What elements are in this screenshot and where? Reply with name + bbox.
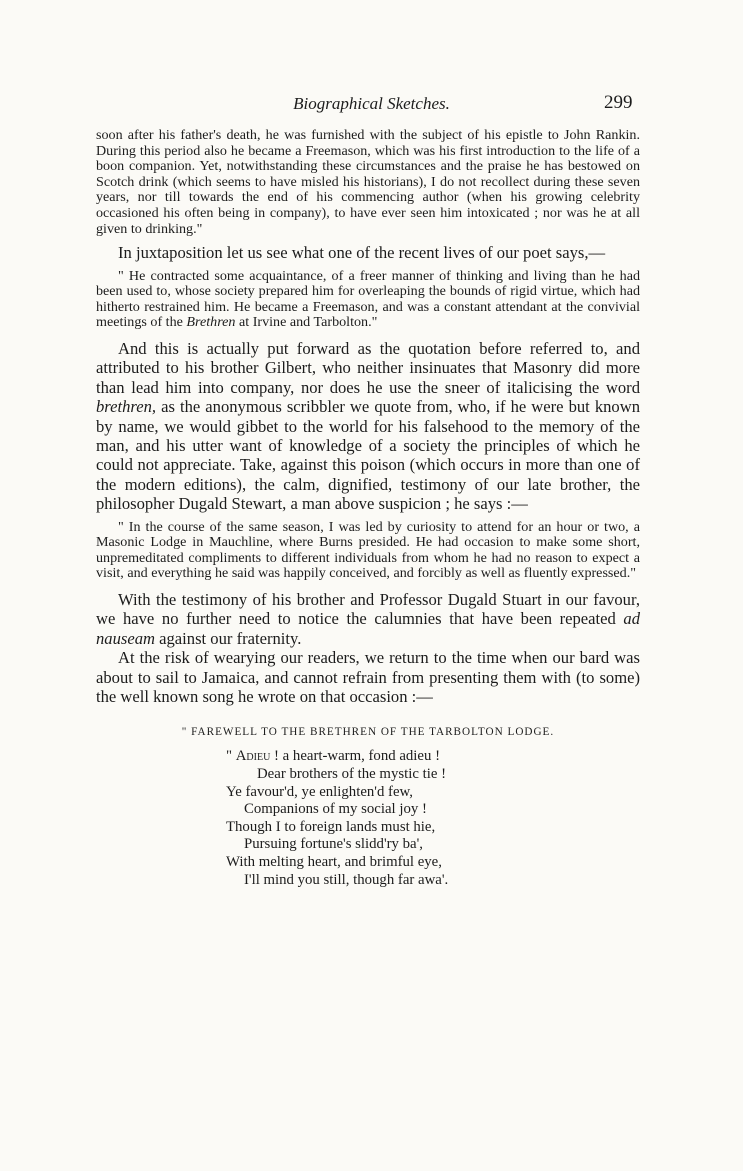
italic-ad-nauseam: ad nauseam [96,609,640,648]
paragraph-text: And this is actually put forward as the quotation before referred to, and attributed to his brother Gilbert, who neither insinuates that Masonry did more than lead him into company, nor does he use the sneer of italicising the word [96,338,640,397]
italic-brethren-word: brethren, [96,397,157,417]
poem-first-word: Adieu [235,748,271,765]
paragraph-testimony [96,590,640,648]
italic-brethren: Brethren [186,314,236,331]
paragraph-text-end: as the anonymous scribbler we quote from, who, if he were but known by name, we would gibbet to the world for his falsehood to the memory of the man, and his utter want of knowledge of a society the principles of which he could not appreciate. Take, against this poison (which occurs in more than one of the modern editions), the calm, dignified, testimony of our late brother, the philosopher Dugald Stewart, a man above suspicion ; he says :— [96,397,640,514]
poem-line-6: Pursuing fortune's slidd'ry ba', [244,836,423,853]
quote-text-end: at Irvine and Tarbolton." [235,314,378,331]
paragraph-juxtaposition: In juxtaposition let us see what one of the recent lives of our poet says,— [118,243,606,263]
poem-line-7: With melting heart, and brimful eye, [226,853,442,870]
poem [226,748,640,889]
paragraph-stewart [96,339,640,514]
running-title: Biographical Sketches. [293,94,450,113]
poem-line-1: " Adieu ! a heart-warm, fond adieu ! [226,748,441,765]
poem-title: " FAREWELL TO THE BRETHREN OF THE TARBOLTON LODGE. [181,726,555,739]
poem-line-4: Companions of my social joy ! [244,801,427,818]
poem-line-2: Dear brothers of the mystic tie ! [257,766,447,782]
body-text [96,128,640,889]
quote-paragraph-stewart: " In the course of the same season, I was led by curiosity to attend for an hour or two, a Masonic Lodge in Mauchline, where Burns presided. He had occasion to make some short, unpremeditated compliments to different individuals from whom he had no reason to expect a visit, and everything he said was happily conceived, and forcibly as well as fluently expressed." [96,518,640,582]
poem-line-8: I'll mind you still, though far awa'. [244,871,449,888]
quote-paragraph-gilbert: soon after his father's death, he was furnished with the subject of his epistle to John Rankin. During this period also he became a Freemason, which was his first introduction to the life of a boon companion. Yet, notwithstanding these circumstances and the praise he has bestowed on Scotch drink (which seems to have misled his historians), I do not recollect during these seven years, nor till towards the end of his commencing author (when his growing celebrity occasioned his often being in company), to have ever seen him intoxicated ; nor was he at all given to drinking." [96,127,640,237]
page-header [0,94,743,118]
paragraph-jamaica: At the risk of wearying our readers, we return to the time when our bard was about to sail to Jamaica, and cannot refrain from presenting them with (to some) the well known song he wrote on that occasion :— [96,648,640,706]
paragraph-text-end: against our fraternity. [155,628,302,648]
page-number: 299 [604,92,633,113]
paragraph-text: With the testimony of his brother and Professor Dugald Stuart in our favour, we have no further need to notice the calumnies that have been repeated [96,589,640,629]
poem-line-5: Though I to foreign lands must hie, [226,818,436,835]
quote-text: " He contracted some acquaintance, of a freer manner of thinking and living than he had been used to, whose society prepared him for overleaping the bounds of rigid virtue, which had hitherto restrained him. He became a Freemason, and was a constant attendant at the convivial meetings of the [96,267,640,331]
quote-paragraph-recent-lives [96,269,640,331]
poem-line-3: Ye favour'd, ye enlighten'd few, [226,783,413,800]
